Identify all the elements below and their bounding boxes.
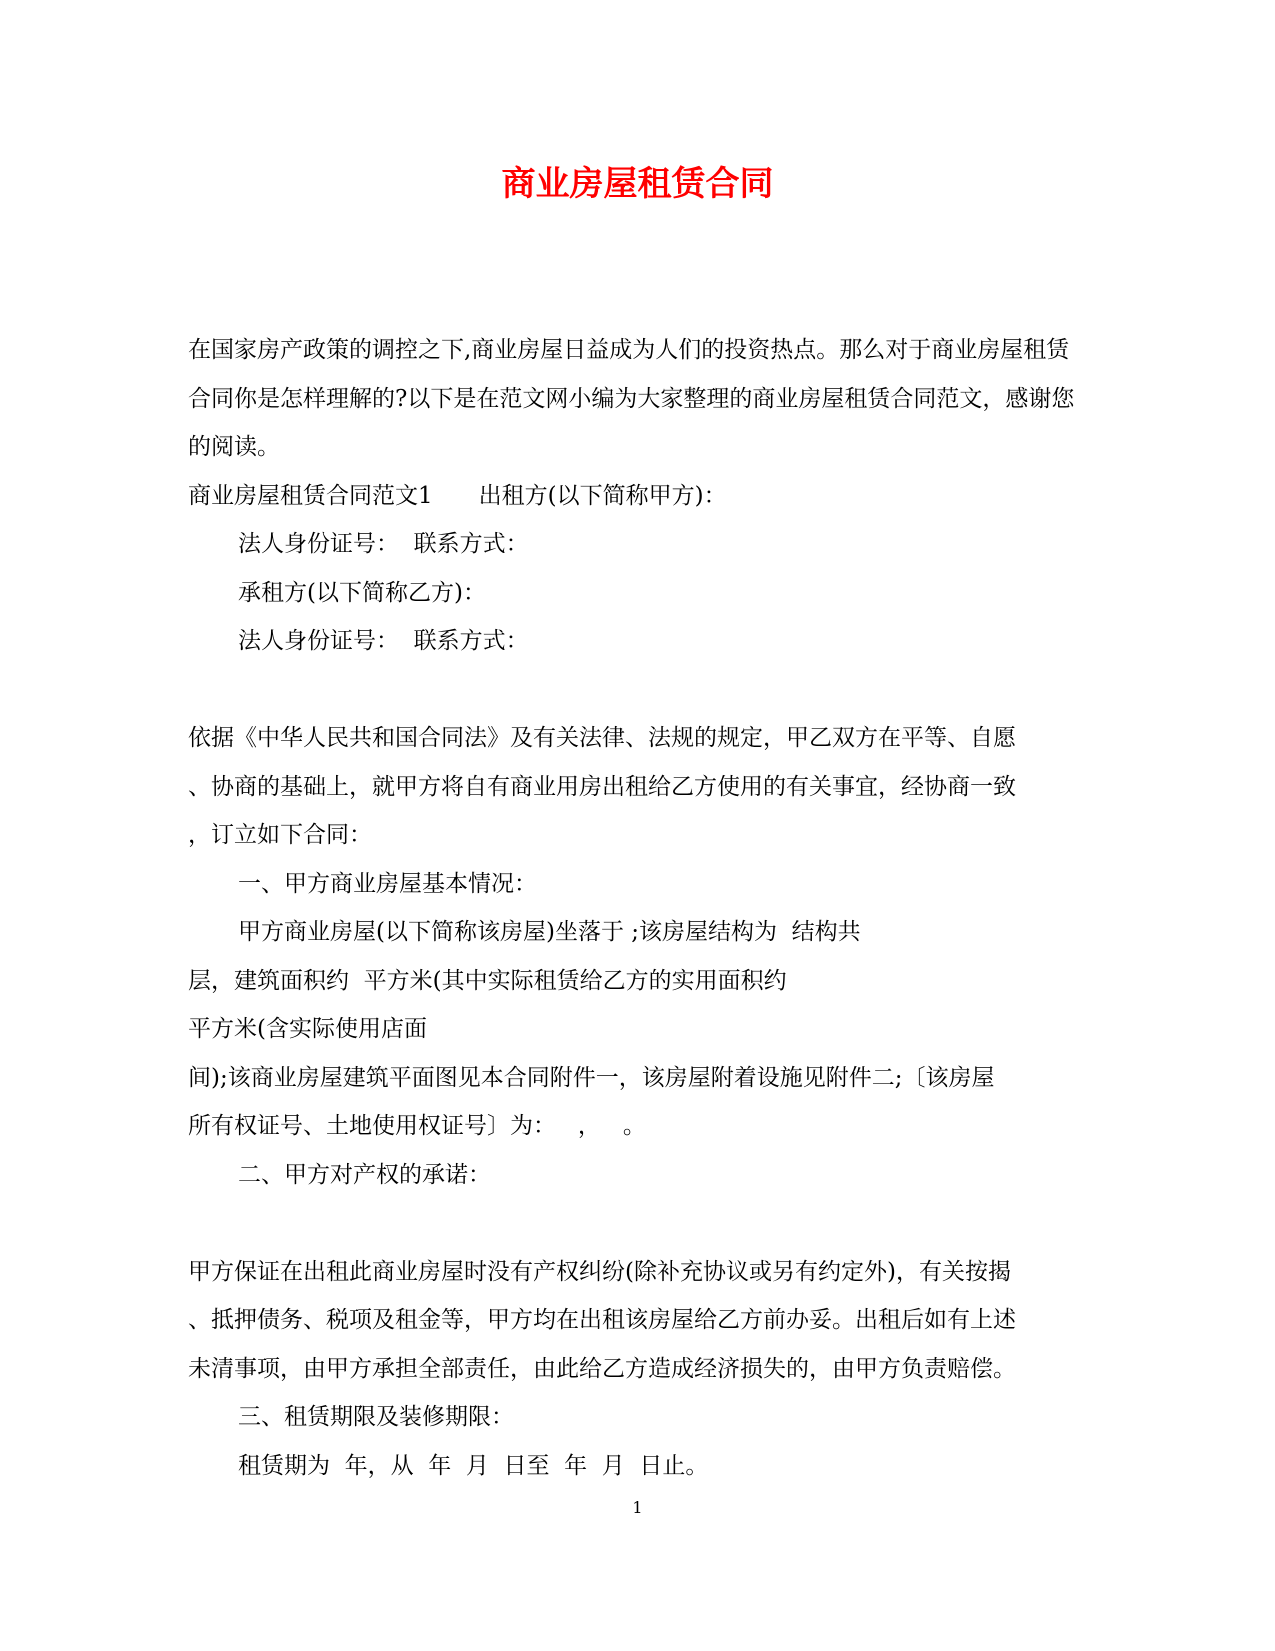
section-2-line-2: 、抵押债务、税项及租金等，甲方均在出租该房屋给乙方前办妥。出租后如有上述	[188, 1307, 1016, 1333]
basis-line-2: 、协商的基础上，就甲方将自有商业用房出租给乙方使用的有关事宜，经协商一致	[188, 773, 1016, 800]
sample-lessor-line: 商业房屋租赁合同范文1 出租方(以下简称甲方)：	[188, 482, 727, 509]
term-line: 租赁期为 年，从 年 月 日至 年 月 日止。	[238, 1452, 709, 1479]
section-2-line-1: 甲方保证在出租此商业房屋时没有产权纠纷(除补充协议或另有约定外)，有关按揭	[188, 1258, 1011, 1285]
section-heading-2: 二、甲方对产权的承诺：	[238, 1161, 491, 1188]
lessor-id-line: 法人身份证号： 联系方式：	[238, 531, 529, 557]
section-1-line-1: 甲方商业房屋(以下简称该房屋)坐落于 ;该房屋结构为 结构共	[238, 919, 861, 945]
section-1-line-2: 层，建筑面积约 平方米(其中实际租赁给乙方的实用面积约	[188, 967, 787, 994]
lessee-line: 承租方(以下简称乙方)：	[238, 579, 486, 606]
intro-paragraph: 在国家房产政策的调控之下,商业房屋日益成为人们的投资热点。那么对于商业房屋租赁合同你是怎样理解的?以下是在范文网小编为大家整理的商业房屋租赁合同范文，感谢您的阅读。	[188, 337, 1075, 460]
section-2-line-3: 未清事项，由甲方承担全部责任，由此给乙方造成经济损失的，由甲方负责赔偿。	[188, 1355, 1016, 1382]
page-number: 1	[632, 1498, 643, 1517]
document-title: 商业房屋租赁合同	[501, 164, 774, 204]
lessee-id-line: 法人身份证号： 联系方式：	[238, 628, 529, 654]
section-heading-3: 三、租赁期限及装修期限：	[238, 1404, 514, 1430]
spacer	[188, 666, 1088, 715]
spacer	[188, 1199, 1088, 1248]
document-body	[188, 326, 1088, 1490]
section-heading-1: 一、甲方商业房屋基本情况：	[238, 870, 537, 897]
basis-line-3: ，订立如下合同：	[188, 822, 372, 848]
section-1-line-5: 所有权证号、土地使用权证号〕为： ， 。	[188, 1113, 646, 1139]
section-1-line-3: 平方米(含实际使用店面	[188, 1016, 427, 1042]
basis-line-1: 依据《中华人民共和国合同法》及有关法律、法规的规定，甲乙双方在平等、自愿	[188, 725, 1016, 751]
section-1-line-4: 间);该商业房屋建筑平面图见本合同附件一，该房屋附着设施见附件二;〔该房屋	[188, 1064, 995, 1091]
